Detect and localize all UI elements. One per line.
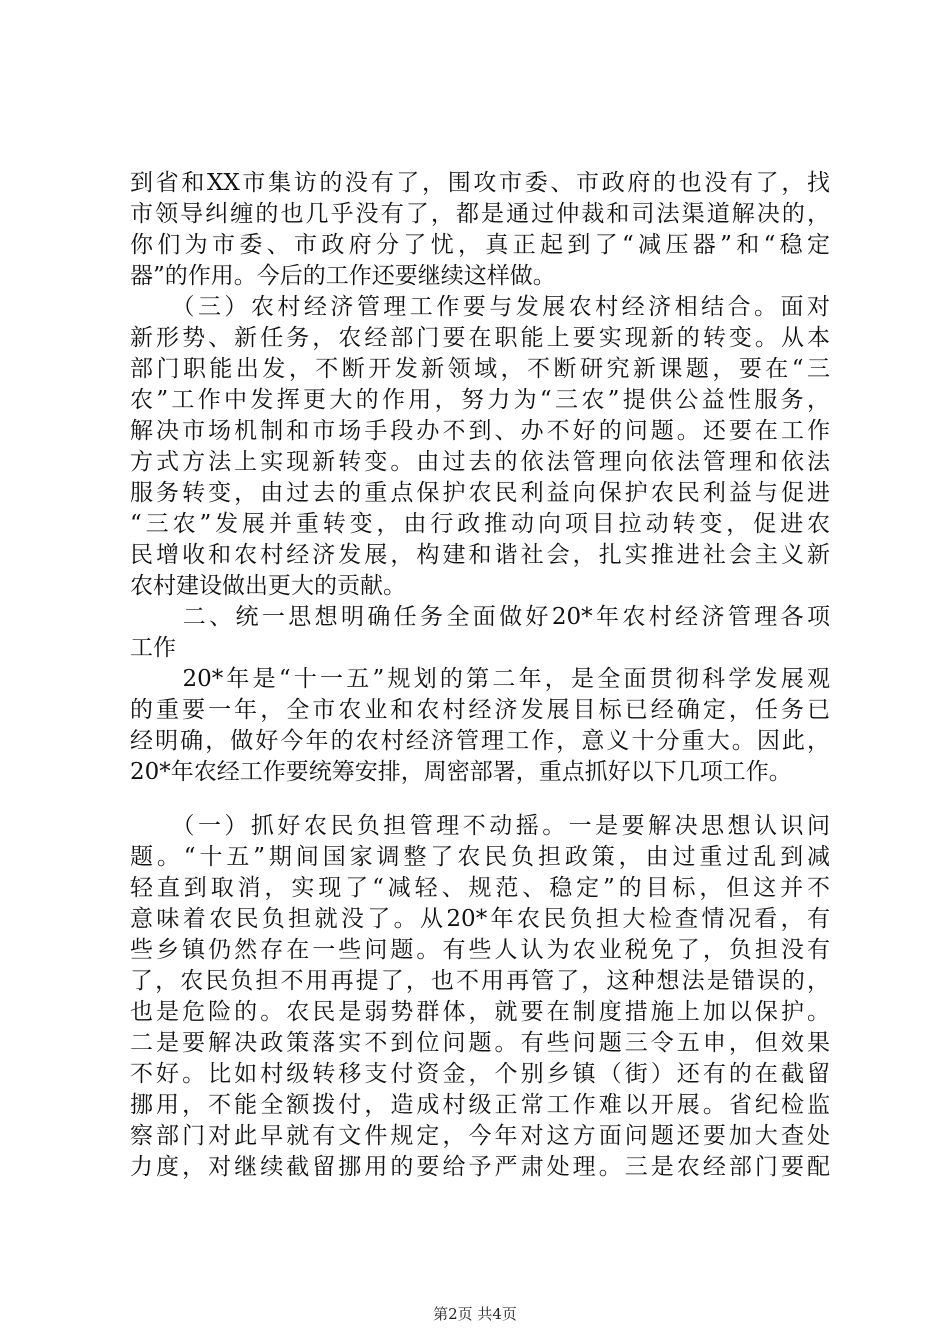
text-line: 经明确，做好今年的农村经济管理工作，意义十分重大。因此， (130, 728, 830, 754)
paragraph-gap (130, 788, 830, 811)
section-heading-line: 二、统一思想明确任务全面做好20*年农村经济管理各项 (130, 604, 830, 630)
text-line: 力度，对继续截留挪用的要给予严肃处理。三是农经部门要配 (130, 1154, 830, 1180)
text-line: 察部门对此早就有文件规定，今年对这方面问题还要加大查处 (130, 1123, 830, 1149)
text-line: 市领导纠缠的也几乎没有了，都是通过仲裁和司法渠道解决的， (130, 201, 830, 227)
text-line: 你们为市委、市政府分了忧，真正起到了“减压器”和“稳定 (130, 232, 830, 258)
text-line: 到省和XX市集访的没有了，围攻市委、市政府的也没有了，找 (130, 170, 830, 196)
text-line: 题。“十五”期间国家调整了农民负担政策，由过重过乱到减 (130, 844, 830, 870)
page-number-footer: 第2页 共4页 (433, 1305, 517, 1323)
text-line: 器”的作用。今后的工作还要继续这样做。 (130, 263, 556, 289)
body-text (130, 168, 830, 1183)
text-line: 轻直到取消，实现了“减轻、规范、稳定”的目标，但这并不 (130, 875, 830, 901)
text-line: 部门职能出发，不断开发新领域，不断研究新课题，要在“三 (130, 356, 830, 382)
text-line: （一）抓好农民负担管理不动摇。一是要解决思想认识问 (130, 813, 830, 839)
text-line: 民增收和农村经济发展，构建和谐社会，扎实推进社会主义新 (130, 542, 830, 568)
text-line: 挪用，不能全额拨付，造成村级正常工作难以开展。省纪检监 (130, 1092, 830, 1118)
text-line: 也是危险的。农民是弱势群体，就要在制度措施上加以保护。 (130, 999, 830, 1025)
text-line: 20*年农经工作要统筹安排，周密部署，重点抓好以下几项工作。 (130, 759, 792, 785)
text-line: 20*年是“十一五”规划的第二年，是全面贯彻科学发展观 (130, 666, 830, 692)
text-line: 的重要一年，全市农业和农村经济发展目标已经确定，任务已 (130, 697, 830, 723)
text-line: “三农”发展并重转变，由行政推动向项目拉动转变，促进农 (130, 511, 830, 537)
text-line: （三）农村经济管理工作要与发展农村经济相结合。面对 (130, 294, 830, 320)
text-line: 方式方法上实现新转变。由过去的依法管理向依法管理和依法 (130, 449, 830, 475)
text-line: 意味着农民负担就没了。从20*年农民负担大检查情况看，有 (130, 906, 830, 932)
text-line: 了，农民负担不用再提了，也不用再管了，这种想法是错误的， (130, 968, 830, 994)
text-line: 些乡镇仍然存在一些问题。有些人认为农业税免了，负担没有 (130, 937, 830, 963)
section-heading-line: 工作 (130, 635, 176, 661)
text-line: 解决市场机制和市场手段办不到、办不好的问题。还要在工作 (130, 418, 830, 444)
text-line: 农村建设做出更大的贡献。 (130, 573, 406, 599)
text-line: 农”工作中发挥更大的作用，努力为“三农”提供公益性服务， (130, 387, 830, 413)
text-line: 新形势、新任务，农经部门要在职能上要实现新的转变。从本 (130, 325, 830, 351)
text-line: 不好。比如村级转移支付资金，个别乡镇（街）还有的在截留 (130, 1061, 830, 1087)
text-line: 二是要解决政策落实不到位问题。有些问题三令五申，但效果 (130, 1030, 830, 1056)
text-line: 服务转变，由过去的重点保护农民利益向保护农民利益与促进 (130, 480, 830, 506)
